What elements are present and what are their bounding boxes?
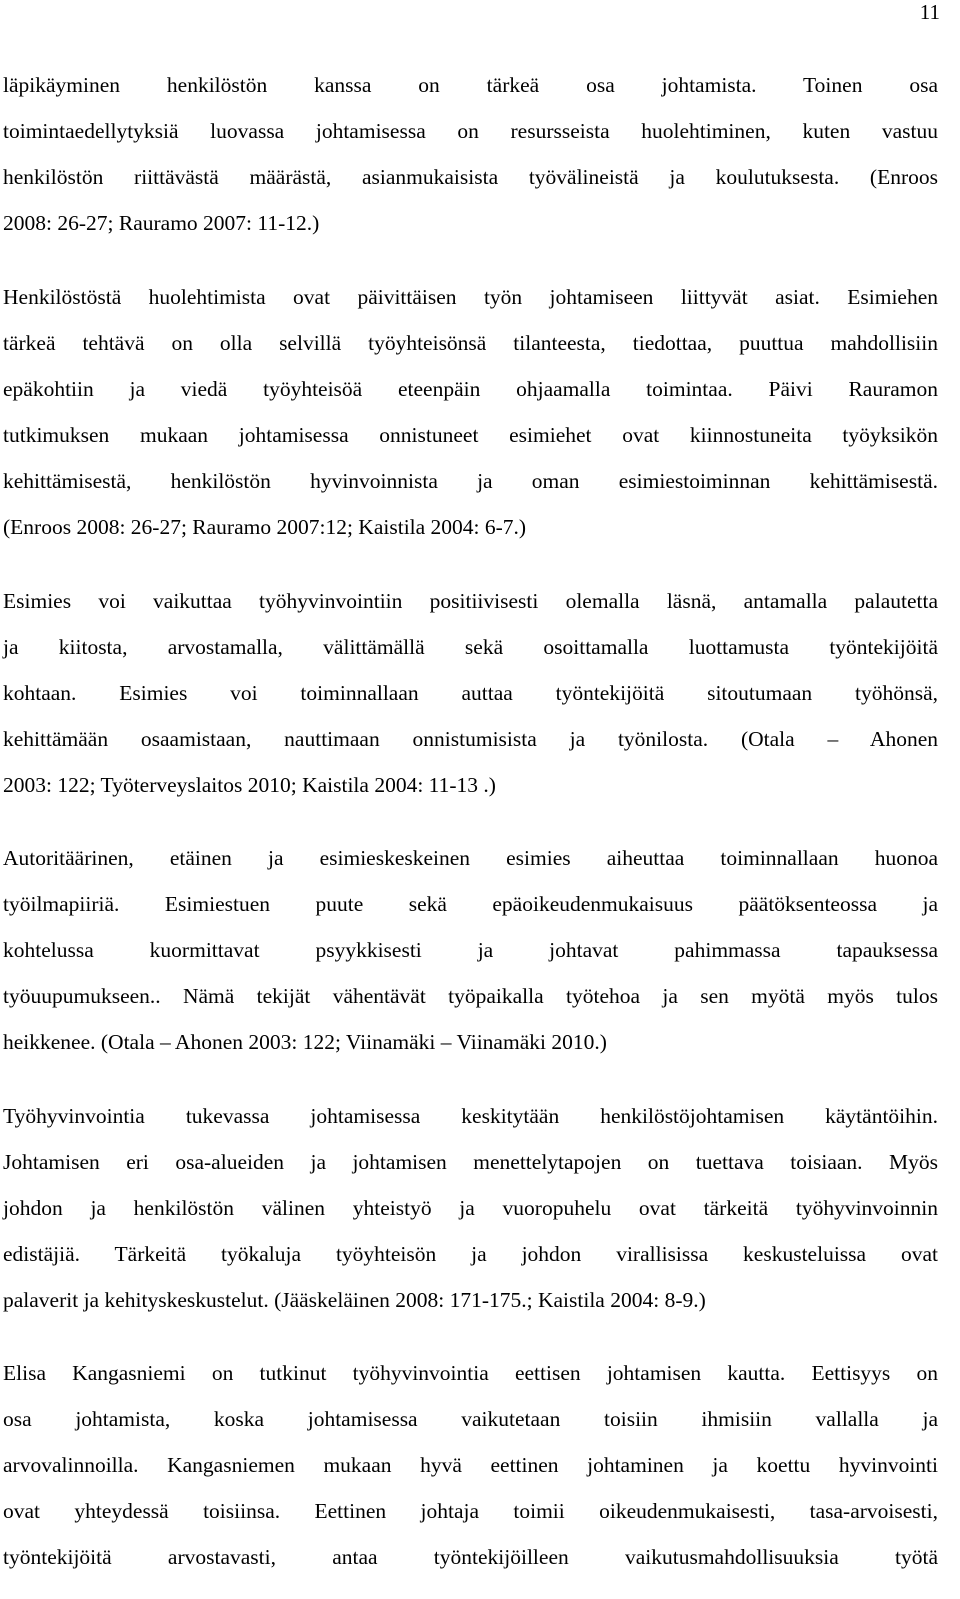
text-line: 2008: 26-27; Rauramo 2007: 11-12.) bbox=[3, 211, 320, 235]
page-number: 11 bbox=[919, 0, 940, 24]
text-line: tutkimuksen mukaan johtamisessa onnistuneet esimiehet ovat kiinnostuneita työyksikön bbox=[3, 423, 938, 447]
text-line: työuupumukseen.. Nämä tekijät vähentävät työpaikalla työtehoa ja sen myötä myös tulos bbox=[3, 984, 938, 1008]
text-line: epäkohtiin ja viedä työyhteisöä eteenpäin ohjaamalla toimintaa. Päivi Rauramon bbox=[3, 377, 938, 401]
text-line: ja kiitosta, arvostamalla, välittämällä sekä osoittamalla luottamusta työntekijöitä bbox=[3, 635, 938, 659]
text-line: ovat yhteydessä toisiinsa. Eettinen johtaja toimii oikeudenmukaisesti, tasa-arvoisesti, bbox=[3, 1499, 938, 1523]
text-line: työntekijöitä arvostavasti, antaa työntekijöilleen vaikutusmahdollisuuksia työtä bbox=[3, 1545, 938, 1569]
text-line: Työhyvinvointia tukevassa johtamisessa keskitytään henkilöstöjohtamisen käytäntöihin. bbox=[3, 1104, 938, 1128]
text-line: heikkenee. (Otala – Ahonen 2003: 122; Viinamäki – Viinamäki 2010.) bbox=[3, 1030, 607, 1054]
text-line: henkilöstön riittävästä määrästä, asianmukaisista työvälineistä ja koulutuksesta. (Enroos bbox=[3, 165, 938, 189]
text-line: kehittämisestä, henkilöstön hyvinvoinnista ja oman esimiestoiminnan kehittämisestä. bbox=[3, 469, 938, 493]
text-line: edistäjiä. Tärkeitä työkaluja työyhteisön ja johdon virallisissa keskusteluissa ovat bbox=[3, 1242, 938, 1266]
text-line: tärkeä tehtävä on olla selvillä työyhteisönsä tilanteesta, tiedottaa, puuttua mahdollisiin bbox=[3, 331, 938, 355]
text-line: johdon ja henkilöstön välinen yhteistyö ja vuoropuhelu ovat tärkeitä työhyvinvoinnin bbox=[3, 1196, 938, 1220]
text-line: työilmapiiriä. Esimiestuen puute sekä epäoikeudenmukaisuus päätöksenteossa ja bbox=[3, 892, 938, 916]
text-line: Esimies voi vaikuttaa työhyvinvointiin positiivisesti olemalla läsnä, antamalla palautetta bbox=[3, 589, 938, 613]
text-line: arvovalinnoilla. Kangasniemen mukaan hyvä eettinen johtaminen ja koettu hyvinvointi bbox=[3, 1453, 938, 1477]
text-line: kehittämään osaamistaan, nauttimaan onnistumisista ja työnilosta. (Otala – Ahonen bbox=[3, 727, 938, 751]
text-line: läpikäyminen henkilöstön kanssa on tärkeä osa johtamista. Toinen osa bbox=[3, 73, 938, 97]
text-line: 2003: 122; Työterveyslaitos 2010; Kaistila 2004: 11-13 .) bbox=[3, 773, 496, 797]
text-line: Johtamisen eri osa-alueiden ja johtamisen menettelytapojen on tuettava toisiaan. Myös bbox=[3, 1150, 938, 1174]
text-line: toimintaedellytyksiä luovassa johtamisessa on resursseista huolehtiminen, kuten vastuu bbox=[3, 119, 938, 143]
text-line: Elisa Kangasniemi on tutkinut työhyvinvointia eettisen johtamisen kautta. Eettisyys on bbox=[3, 1361, 938, 1385]
text-line: osa johtamista, koska johtamisessa vaikutetaan toisiin ihmisiin vallalla ja bbox=[3, 1407, 938, 1431]
text-line: kohtelussa kuormittavat psyykkisesti ja johtavat pahimmassa tapauksessa bbox=[3, 938, 938, 962]
text-line: kohtaan. Esimies voi toiminnallaan auttaa työntekijöitä sitoutumaan työhönsä, bbox=[3, 681, 938, 705]
text-line: palaverit ja kehityskeskustelut. (Jääskeläinen 2008: 171-175.; Kaistila 2004: 8-9.) bbox=[3, 1288, 706, 1312]
text-line: Henkilöstöstä huolehtimista ovat päivittäisen työn johtamiseen liittyvät asiat. Esimiehen bbox=[3, 285, 938, 309]
text-line: Autoritäärinen, etäinen ja esimieskeskeinen esimies aiheuttaa toiminnallaan huonoa bbox=[3, 846, 938, 870]
text-line: (Enroos 2008: 26-27; Rauramo 2007:12; Kaistila 2004: 6-7.) bbox=[3, 515, 527, 539]
